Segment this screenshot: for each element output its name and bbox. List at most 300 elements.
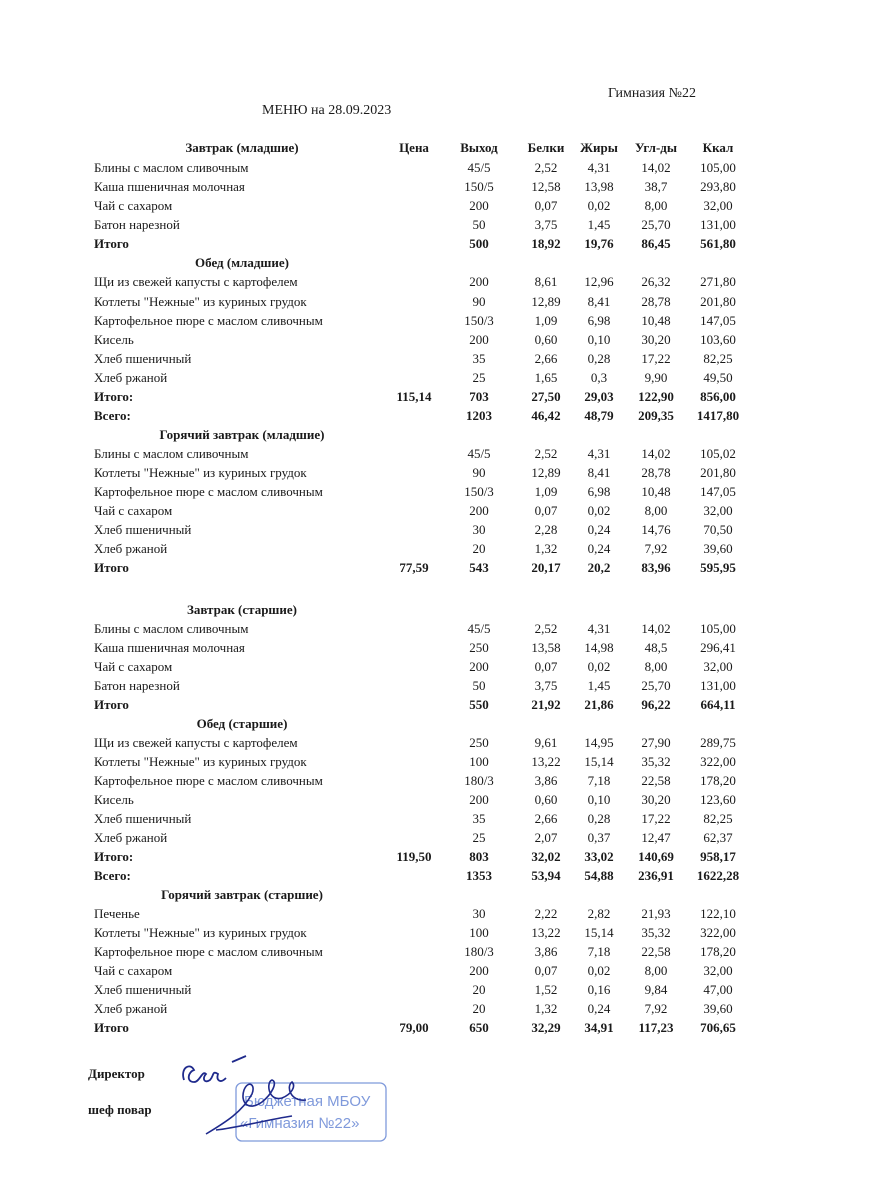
stamp-line-1: Бюджетная МБОУ: [244, 1093, 371, 1110]
cell-yield: 550: [469, 697, 489, 712]
table-row: [0, 196, 872, 215]
cell-fat: 0,02: [587, 503, 611, 518]
dish-name: Хлеб пшеничный: [94, 811, 192, 826]
cell-carbs: 9,84: [644, 982, 668, 997]
cell-carbs: 8,00: [644, 659, 668, 674]
dish-name: Хлеб ржаной: [94, 1001, 168, 1016]
cell-fat: 4,31: [587, 621, 611, 636]
cell-carbs: 117,23: [638, 1020, 674, 1035]
cell-yield: 703: [469, 389, 489, 404]
cell-protein: 1,09: [534, 313, 558, 328]
cell-kcal: 147,05: [700, 313, 736, 328]
cell-yield: 200: [469, 503, 489, 518]
cell-fat: 0,16: [587, 982, 611, 997]
cell-carbs: 38,7: [644, 179, 668, 194]
cell-yield: 35: [472, 351, 486, 366]
cell-kcal: 32,00: [703, 503, 733, 518]
cell-protein: 2,66: [534, 811, 558, 826]
cell-carbs: 12,47: [641, 830, 671, 845]
dish-name: Котлеты "Нежные" из куриных грудок: [94, 465, 307, 480]
cell-fat: 8,41: [587, 465, 611, 480]
cell-fat: 7,18: [587, 773, 611, 788]
cell-price: 119,50: [396, 849, 432, 864]
cell-carbs: 96,22: [641, 697, 671, 712]
table-row: [0, 809, 872, 828]
cell-yield: 200: [469, 963, 489, 978]
cell-carbs: 35,32: [641, 925, 671, 940]
table-row: [0, 904, 872, 923]
cell-fat: 13,98: [584, 179, 614, 194]
total-label: Всего:: [94, 408, 131, 423]
cell-protein: 27,50: [531, 389, 561, 404]
chef-label: шеф повар: [88, 1102, 152, 1117]
cell-kcal: 201,80: [700, 294, 736, 309]
cell-carbs: 7,92: [644, 1001, 668, 1016]
cell-carbs: 28,78: [641, 294, 671, 309]
cell-protein: 12,89: [531, 294, 561, 309]
cell-carbs: 86,45: [641, 236, 671, 251]
cell-kcal: 271,80: [700, 274, 736, 289]
cell-kcal: 595,95: [700, 560, 736, 575]
dish-name: Кисель: [94, 332, 134, 347]
cell-fat: 4,31: [587, 160, 611, 175]
cell-fat: 8,41: [587, 294, 611, 309]
table-row: [0, 923, 872, 942]
cell-carbs: 83,96: [641, 560, 671, 575]
cell-carbs: 14,02: [641, 160, 671, 175]
cell-yield: 250: [469, 735, 489, 750]
cell-fat: 0,10: [587, 792, 611, 807]
cell-fat: 0,24: [587, 541, 611, 556]
cell-fat: 15,14: [584, 925, 614, 940]
cell-price: 115,14: [396, 389, 432, 404]
table-row: [0, 619, 872, 638]
cell-kcal: 1417,80: [696, 408, 740, 423]
dish-name: Хлеб ржаной: [94, 541, 168, 556]
cell-yield: 30: [472, 906, 486, 921]
cell-protein: 1,52: [534, 982, 558, 997]
total-label: Всего:: [94, 868, 131, 883]
cell-kcal: 105,00: [700, 160, 736, 175]
cell-protein: 12,58: [531, 179, 561, 194]
cell-yield: 803: [469, 849, 489, 864]
cell-fat: 0,24: [587, 522, 611, 537]
chef-signature: [196, 1072, 326, 1144]
col-yield: Выход: [460, 140, 498, 155]
section-title: Завтрак (старшие): [186, 602, 297, 617]
dish-name: Блины с маслом сливочным: [94, 446, 249, 461]
column-headers: [0, 138, 872, 157]
cell-fat: 14,98: [584, 640, 614, 655]
table-row: [0, 942, 872, 961]
dish-name: Печенье: [94, 906, 140, 921]
cell-yield: 25: [472, 830, 486, 845]
cell-kcal: 70,50: [703, 522, 733, 537]
cell-fat: 1,45: [587, 217, 611, 232]
cell-yield: 45/5: [467, 621, 491, 636]
cell-carbs: 22,58: [641, 773, 671, 788]
cell-fat: 33,02: [584, 849, 614, 864]
cell-fat: 0,02: [587, 659, 611, 674]
cell-kcal: 103,60: [700, 332, 736, 347]
cell-protein: 13,22: [531, 754, 561, 769]
cell-yield: 1203: [466, 408, 492, 423]
total-row: [0, 234, 872, 253]
cell-carbs: 122,90: [638, 389, 674, 404]
cell-yield: 100: [469, 925, 489, 940]
table-row: [0, 961, 872, 980]
school-name: Гимназия №22: [608, 86, 696, 101]
dish-name: Котлеты "Нежные" из куриных грудок: [94, 925, 307, 940]
cell-protein: 53,94: [531, 868, 561, 883]
dish-name: Хлеб пшеничный: [94, 982, 192, 997]
cell-protein: 21,92: [531, 697, 561, 712]
cell-kcal: 131,00: [700, 678, 736, 693]
cell-carbs: 140,69: [638, 849, 674, 864]
cell-kcal: 664,11: [700, 697, 736, 712]
dish-name: Картофельное пюре с маслом сливочным: [94, 773, 323, 788]
cell-yield: 30: [472, 522, 486, 537]
cell-fat: 20,2: [587, 560, 611, 575]
cell-fat: 6,98: [587, 313, 611, 328]
cell-carbs: 14,02: [641, 446, 671, 461]
cell-kcal: 147,05: [700, 484, 736, 499]
cell-protein: 13,22: [531, 925, 561, 940]
cell-carbs: 22,58: [641, 944, 671, 959]
cell-kcal: 39,60: [703, 1001, 733, 1016]
cell-yield: 500: [469, 236, 489, 251]
table-row: [0, 999, 872, 1018]
cell-carbs: 28,78: [641, 465, 671, 480]
total-label: Итого: [94, 236, 129, 251]
table-row: [0, 520, 872, 539]
cell-protein: 2,22: [534, 906, 558, 921]
section-title: Горячий завтрак (младшие): [159, 427, 325, 442]
cell-yield: 50: [472, 678, 486, 693]
cell-carbs: 21,93: [641, 906, 671, 921]
dish-name: Хлеб пшеничный: [94, 351, 192, 366]
cell-kcal: 105,02: [700, 446, 736, 461]
cell-protein: 1,32: [534, 1001, 558, 1016]
cell-carbs: 10,48: [641, 484, 671, 499]
first-section-title: Завтрак (младшие): [185, 140, 299, 155]
cell-yield: 200: [469, 198, 489, 213]
dish-name: Блины с маслом сливочным: [94, 621, 249, 636]
cell-fat: 0,37: [587, 830, 611, 845]
cell-kcal: 123,60: [700, 792, 736, 807]
section-header: [0, 885, 872, 904]
cell-kcal: 293,80: [700, 179, 736, 194]
cell-yield: 20: [472, 541, 486, 556]
cell-fat: 0,3: [590, 370, 608, 385]
cell-kcal: 39,60: [703, 541, 733, 556]
cell-kcal: 856,00: [700, 389, 736, 404]
cell-kcal: 105,00: [700, 621, 736, 636]
cell-carbs: 236,91: [638, 868, 674, 883]
cell-kcal: 82,25: [703, 811, 733, 826]
col-kcal: Ккал: [702, 140, 734, 155]
total-row: [0, 406, 872, 425]
cell-fat: 0,10: [587, 332, 611, 347]
cell-carbs: 25,70: [641, 217, 671, 232]
cell-kcal: 178,20: [700, 944, 736, 959]
total-row: [0, 1018, 872, 1037]
cell-protein: 0,07: [534, 963, 558, 978]
cell-protein: 3,86: [534, 773, 558, 788]
cell-fat: 0,28: [587, 351, 611, 366]
cell-protein: 2,52: [534, 621, 558, 636]
section-header: [0, 253, 872, 272]
cell-kcal: 706,65: [700, 1020, 736, 1035]
cell-yield: 180/3: [464, 773, 494, 788]
cell-fat: 7,18: [587, 944, 611, 959]
dish-name: Каша пшеничная молочная: [94, 640, 245, 655]
cell-carbs: 30,20: [641, 332, 671, 347]
table-row: [0, 638, 872, 657]
cell-protein: 2,66: [534, 351, 558, 366]
total-label: Итого: [94, 697, 129, 712]
table-row: [0, 482, 872, 501]
total-label: Итого: [94, 560, 129, 575]
table-row: [0, 752, 872, 771]
cell-fat: 0,02: [587, 198, 611, 213]
dish-name: Блины с маслом сливочным: [94, 160, 249, 175]
cell-fat: 34,91: [584, 1020, 614, 1035]
cell-carbs: 8,00: [644, 963, 668, 978]
table-row: [0, 330, 872, 349]
col-price: Цена: [399, 140, 429, 155]
cell-carbs: 14,02: [641, 621, 671, 636]
cell-kcal: 32,00: [703, 659, 733, 674]
cell-protein: 3,75: [534, 217, 558, 232]
cell-yield: 90: [472, 294, 486, 309]
cell-kcal: 62,37: [703, 830, 733, 845]
cell-carbs: 17,22: [641, 351, 671, 366]
cell-yield: 50: [472, 217, 486, 232]
dish-name: Хлеб ржаной: [94, 830, 168, 845]
cell-protein: 13,58: [531, 640, 561, 655]
cell-carbs: 8,00: [644, 503, 668, 518]
cell-kcal: 82,25: [703, 351, 733, 366]
table-row: [0, 444, 872, 463]
total-row: [0, 387, 872, 406]
dish-name: Хлеб пшеничный: [94, 522, 192, 537]
table-row: [0, 463, 872, 482]
table-row: [0, 272, 872, 291]
cell-yield: 45/5: [467, 160, 491, 175]
cell-yield: 200: [469, 332, 489, 347]
cell-protein: 18,92: [531, 236, 561, 251]
dish-name: Котлеты "Нежные" из куриных грудок: [94, 754, 307, 769]
dish-name: Чай с сахаром: [94, 503, 173, 518]
table-row: [0, 539, 872, 558]
cell-carbs: 17,22: [641, 811, 671, 826]
cell-carbs: 35,32: [641, 754, 671, 769]
section-title: Обед (младшие): [195, 255, 289, 270]
section-title: Горячий завтрак (старшие): [161, 887, 323, 902]
cell-carbs: 10,48: [641, 313, 671, 328]
total-label: Итого:: [94, 849, 134, 864]
cell-carbs: 209,35: [638, 408, 674, 423]
cell-fat: 0,24: [587, 1001, 611, 1016]
cell-yield: 90: [472, 465, 486, 480]
cell-protein: 12,89: [531, 465, 561, 480]
cell-fat: 2,82: [587, 906, 611, 921]
total-row: [0, 866, 872, 885]
cell-carbs: 48,5: [644, 640, 668, 655]
cell-protein: 46,42: [531, 408, 561, 423]
menu-title: МЕНЮ на 28.09.2023: [262, 103, 392, 118]
cell-protein: 20,17: [531, 560, 561, 575]
dish-name: Батон нарезной: [94, 678, 180, 693]
cell-yield: 650: [469, 1020, 489, 1035]
stamp-line-2: «Гимназия №22»: [240, 1115, 360, 1132]
dish-name: Батон нарезной: [94, 217, 180, 232]
cell-carbs: 14,76: [641, 522, 671, 537]
col-fat: Жиры: [580, 140, 618, 155]
total-row: [0, 847, 872, 866]
table-row: [0, 676, 872, 695]
cell-protein: 32,02: [531, 849, 561, 864]
total-row: [0, 558, 872, 577]
cell-yield: 150/3: [464, 313, 494, 328]
cell-fat: 19,76: [584, 236, 614, 251]
cell-carbs: 25,70: [641, 678, 671, 693]
cell-yield: 45/5: [467, 446, 491, 461]
dish-name: Щи из свежей капусты с картофелем: [94, 274, 298, 289]
section-header: [0, 425, 872, 444]
cell-fat: 4,31: [587, 446, 611, 461]
cell-kcal: 122,10: [700, 906, 736, 921]
dish-name: Кисель: [94, 792, 134, 807]
cell-protein: 0,07: [534, 503, 558, 518]
table-row: [0, 501, 872, 520]
dish-name: Картофельное пюре с маслом сливочным: [94, 484, 323, 499]
cell-yield: 200: [469, 659, 489, 674]
cell-protein: 32,29: [531, 1020, 561, 1035]
table-row: [0, 292, 872, 311]
cell-carbs: 7,92: [644, 541, 668, 556]
section-header: [0, 714, 872, 733]
cell-carbs: 9,90: [644, 370, 668, 385]
total-row: [0, 695, 872, 714]
director-label: Директор: [88, 1066, 145, 1081]
cell-yield: 200: [469, 792, 489, 807]
table-row: [0, 771, 872, 790]
cell-protein: 0,07: [534, 198, 558, 213]
cell-protein: 3,86: [534, 944, 558, 959]
cell-protein: 0,60: [534, 332, 558, 347]
dish-name: Чай с сахаром: [94, 198, 173, 213]
cell-kcal: 1622,28: [696, 868, 740, 883]
cell-yield: 200: [469, 274, 489, 289]
table-row: [0, 790, 872, 809]
cell-price: 79,00: [399, 1020, 429, 1035]
cell-fat: 21,86: [584, 697, 614, 712]
cell-kcal: 49,50: [703, 370, 733, 385]
cell-fat: 6,98: [587, 484, 611, 499]
cell-yield: 100: [469, 754, 489, 769]
dish-name: Хлеб ржаной: [94, 370, 168, 385]
cell-fat: 0,28: [587, 811, 611, 826]
cell-fat: 15,14: [584, 754, 614, 769]
dish-name: Котлеты "Нежные" из куриных грудок: [94, 294, 307, 309]
cell-kcal: 289,75: [700, 735, 736, 750]
cell-protein: 0,60: [534, 792, 558, 807]
table-row: [0, 733, 872, 752]
cell-yield: 20: [472, 982, 486, 997]
cell-kcal: 178,20: [700, 773, 736, 788]
cell-protein: 9,61: [534, 735, 558, 750]
cell-fat: 48,79: [584, 408, 614, 423]
cell-fat: 12,96: [584, 274, 614, 289]
table-row: [0, 158, 872, 177]
section-header: [0, 600, 872, 619]
cell-yield: 150/5: [464, 179, 494, 194]
dish-name: Картофельное пюре с маслом сливочным: [94, 313, 323, 328]
section-title: Обед (старшие): [196, 716, 288, 731]
cell-fat: 29,03: [584, 389, 614, 404]
cell-yield: 1353: [466, 868, 492, 883]
cell-protein: 1,65: [534, 370, 558, 385]
cell-kcal: 131,00: [700, 217, 736, 232]
cell-protein: 2,28: [534, 522, 558, 537]
table-row: [0, 828, 872, 847]
col-carbs: Угл-ды: [634, 140, 678, 155]
cell-kcal: 322,00: [700, 754, 736, 769]
dish-name: Чай с сахаром: [94, 963, 173, 978]
cell-carbs: 26,32: [641, 274, 671, 289]
table-row: [0, 657, 872, 676]
cell-protein: 3,75: [534, 678, 558, 693]
cell-yield: 150/3: [464, 484, 494, 499]
cell-protein: 2,07: [534, 830, 558, 845]
cell-yield: 25: [472, 370, 486, 385]
cell-kcal: 296,41: [700, 640, 736, 655]
cell-yield: 180/3: [464, 944, 494, 959]
cell-yield: 20: [472, 1001, 486, 1016]
total-label: Итого: [94, 1020, 129, 1035]
cell-kcal: 32,00: [703, 963, 733, 978]
cell-fat: 54,88: [584, 868, 614, 883]
table-row: [0, 368, 872, 387]
dish-name: Чай с сахаром: [94, 659, 173, 674]
cell-carbs: 27,90: [641, 735, 671, 750]
cell-yield: 35: [472, 811, 486, 826]
dish-name: Каша пшеничная молочная: [94, 179, 245, 194]
table-row: [0, 311, 872, 330]
table-row: [0, 349, 872, 368]
cell-yield: 250: [469, 640, 489, 655]
cell-kcal: 47,00: [703, 982, 733, 997]
table-row: [0, 980, 872, 999]
dish-name: Картофельное пюре с маслом сливочным: [94, 944, 323, 959]
cell-carbs: 30,20: [641, 792, 671, 807]
cell-kcal: 32,00: [703, 198, 733, 213]
cell-protein: 0,07: [534, 659, 558, 674]
cell-fat: 1,45: [587, 678, 611, 693]
cell-kcal: 322,00: [700, 925, 736, 940]
cell-fat: 14,95: [584, 735, 614, 750]
total-label: Итого:: [94, 389, 134, 404]
cell-carbs: 8,00: [644, 198, 668, 213]
table-row: [0, 177, 872, 196]
cell-kcal: 201,80: [700, 465, 736, 480]
cell-protein: 8,61: [534, 274, 558, 289]
cell-kcal: 561,80: [700, 236, 736, 251]
cell-yield: 543: [469, 560, 489, 575]
col-protein: Белки: [527, 140, 565, 155]
